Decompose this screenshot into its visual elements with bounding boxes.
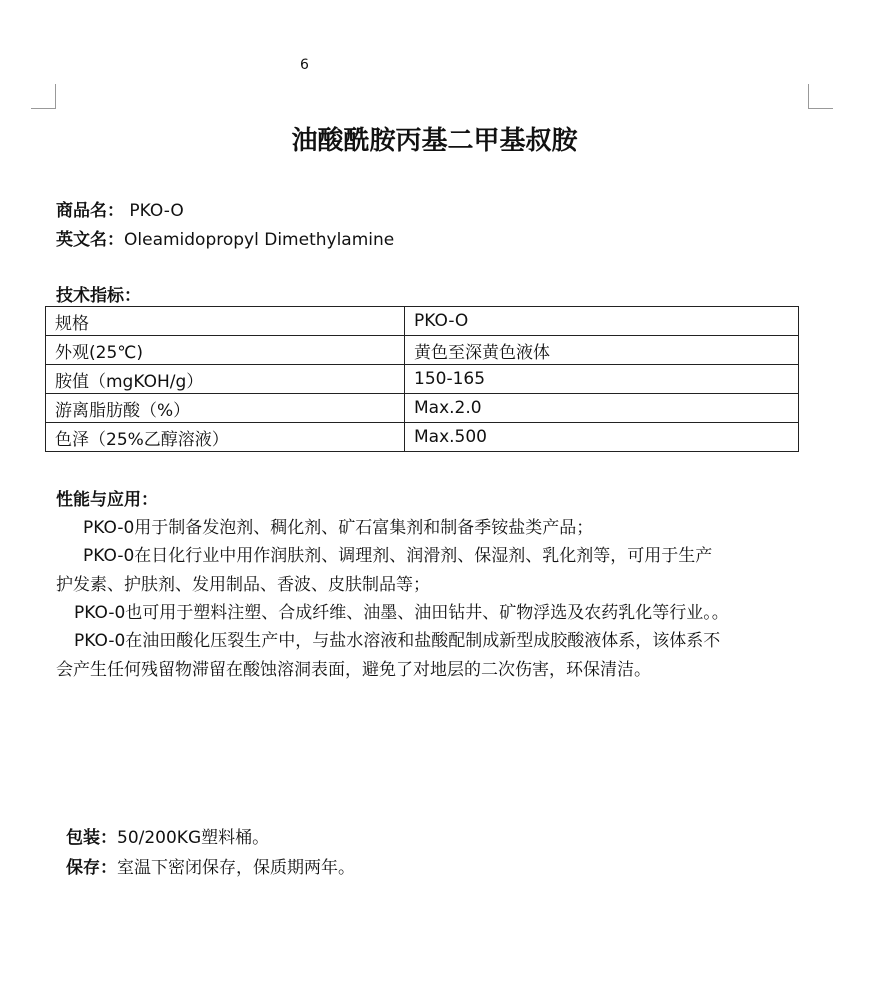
spec-table bbox=[45, 306, 799, 452]
margin-corner-left bbox=[31, 84, 56, 109]
usage-heading: 性能与应用： bbox=[56, 490, 158, 510]
english-name-value: Oleamidopropyl Dimethylamine bbox=[124, 230, 395, 250]
margin-corner-right bbox=[808, 84, 833, 109]
english-name bbox=[56, 225, 394, 250]
spec-value: PKO-O bbox=[405, 307, 799, 336]
spec-heading: 技术指标： bbox=[56, 286, 141, 306]
page-number: 6 bbox=[300, 57, 309, 73]
packaging bbox=[66, 823, 269, 848]
table-row bbox=[46, 365, 799, 394]
spec-value: Max.2.0 bbox=[405, 394, 799, 423]
table-row bbox=[46, 307, 799, 336]
packaging-label: 包装： bbox=[66, 828, 117, 848]
english-name-label: 英文名： bbox=[56, 230, 124, 250]
storage-label: 保存： bbox=[66, 858, 117, 878]
document-title: 油酸酰胺丙基二甲基叔胺 bbox=[291, 126, 578, 156]
usage-line: PKO-0在油田酸化压裂生产中，与盐水溶液和盐酸配制成新型成胶酸液体系，该体系不 bbox=[74, 631, 721, 651]
spec-value: 黄色至深黄色液体 bbox=[405, 336, 799, 365]
table-row bbox=[46, 423, 799, 452]
spec-value: Max.500 bbox=[405, 423, 799, 452]
usage-line: PKO-0用于制备发泡剂、稠化剂、矿石富集剂和制备季铵盐类产品； bbox=[83, 518, 594, 538]
usage-line: 护发素、护肤剂、发用制品、香波、皮肤制品等； bbox=[56, 575, 430, 595]
trade-name bbox=[56, 196, 184, 221]
spec-value: 150-165 bbox=[405, 365, 799, 394]
spec-key: 游离脂肪酸（%） bbox=[46, 394, 405, 423]
storage bbox=[66, 853, 355, 878]
usage-line: PKO-0在日化行业中用作润肤剂、调理剂、润滑剂、保湿剂、乳化剂等，可用于生产 bbox=[83, 546, 713, 566]
spec-key: 规格 bbox=[46, 307, 405, 336]
storage-value: 室温下密闭保存，保质期两年。 bbox=[117, 858, 355, 878]
spec-key: 色泽（25%乙醇溶液） bbox=[46, 423, 405, 452]
trade-name-value: PKO-O bbox=[124, 201, 184, 221]
spec-key: 胺值（mgKOH/g） bbox=[46, 365, 405, 394]
table-row bbox=[46, 394, 799, 423]
trade-name-label: 商品名： bbox=[56, 201, 124, 221]
usage-line: PKO-0也可用于塑料注塑、合成纤维、油墨、油田钻井、矿物浮选及农药乳化等行业。。 bbox=[74, 603, 729, 623]
spec-key: 外观(25℃) bbox=[46, 336, 405, 365]
packaging-value: 50/200KG塑料桶。 bbox=[117, 828, 270, 848]
usage-line: 会产生任何残留物滞留在酸蚀溶洞表面，避免了对地层的二次伤害，环保清洁。 bbox=[56, 660, 651, 680]
table-row bbox=[46, 336, 799, 365]
